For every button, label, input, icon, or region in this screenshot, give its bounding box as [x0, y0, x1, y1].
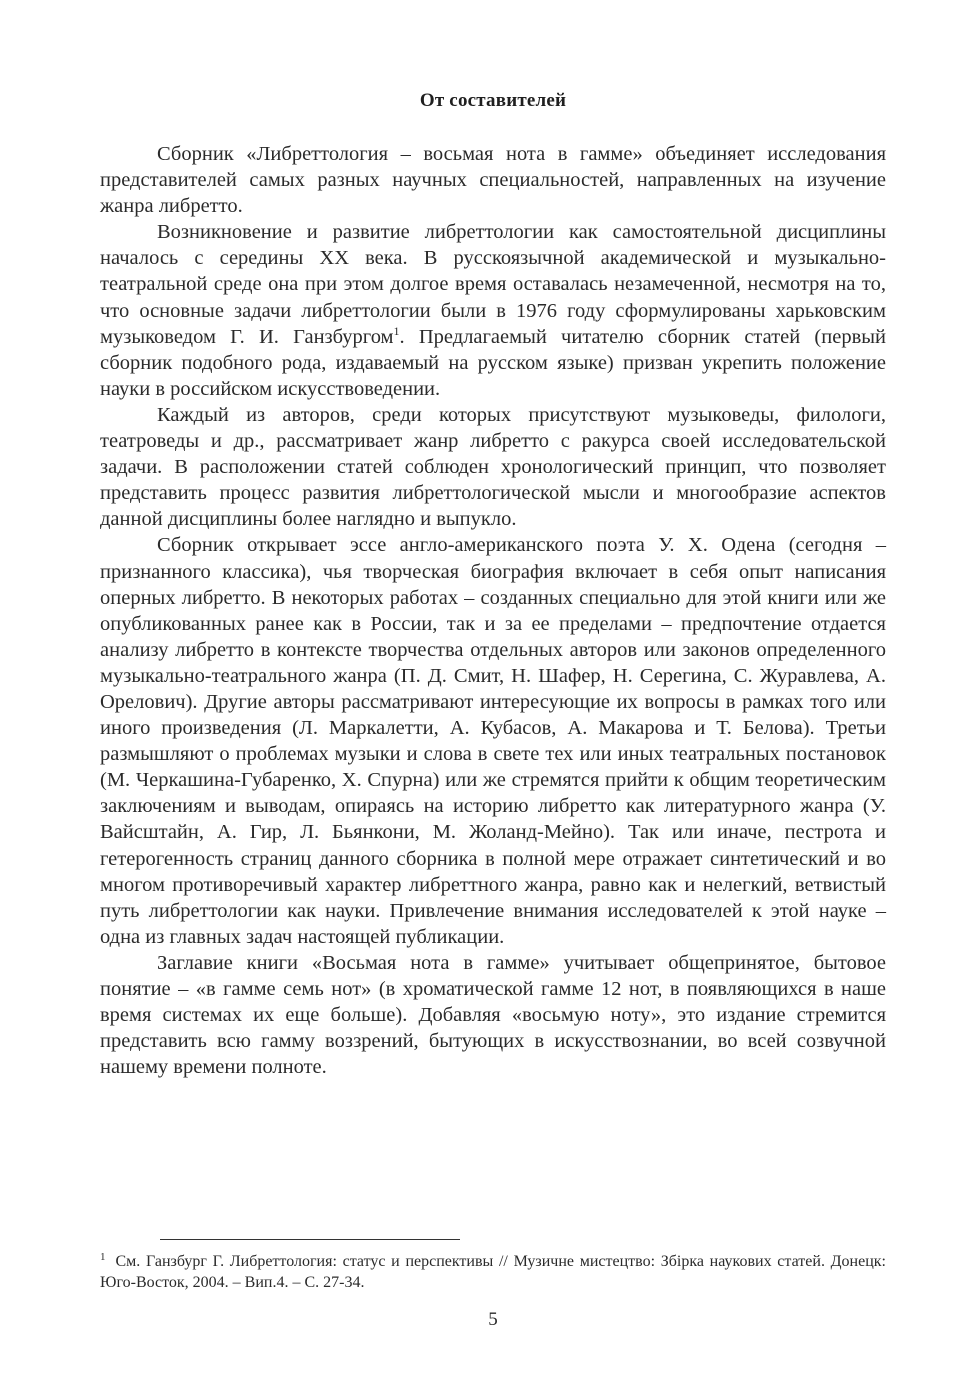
- paragraph-4: Сборник открывает эссе англо-американского поэта У. Х. Одена (сегодня – признанного классика), чья творческая биография включает в себя опыт написания оперных либретто. В некоторых работах – созданных специально для этой книги или же опубликованных ранее как в России, так и за ее пределами – предпочтение отдается анализу либретто в контексте творчества отдельных авторов или законов определенного музыкально-театрального жанра (П. Д. Смит, Н. Шафер, Н. Серегина, С. Журавлева, А. Орелович). Другие авторы рассматривают интересующие их вопросы в рамках того или иного произведения (Л. Маркалетти, А. Кубасов, А. Макарова и Т. Белова). Третьи размышляют о проблемах музыки и слова в свете тех или иных театральных постановок (М. Черкашина-Губаренко, Х. Спурна) или же стремятся прийти к общим теоретическим заключениям и выводам, опираясь на историю либретто как литературного жанра (У. Вайсштайн, А. Гир, Л. Бьянкони, М. Жоланд-Мейно). Так или иначе, пестрота и гетерогенность страниц данного сборника в полной мере отражает синтетический и во многом противоречивый характер либреттного жанра, равно как и нелегкий, ветвистый путь либреттологии как науки. Привлечение внимания исследователей к этой науке – одна из главных задач настоящей публикации.: [100, 534, 886, 948]
- page-title: От составителей: [419, 90, 567, 111]
- paragraph-5: Заглавие книги «Восьмая нота в гамме» учитывает общепринятое, бытовое понятие – «в гамме семь нот» (в хроматической гамме 12 нот, в появляющихся в наше время системах их еще больше). Добавляя «восьмую ноту», это издание стремится представить всю гамму воззрений, бытующих в искусствознании, во всей созвучной нашему времени полноте.: [100, 951, 886, 1079]
- paragraph-3: Каждый из авторов, среди которых присутствуют музыковеды, филологи, театроведы и др., рассматривает жанр либретто с ракурса своей исследовательской задачи. В расположении статей соблюден хронологический принцип, что позволяет представить процесс развития либреттологической мысли и многообразие аспектов данной дисциплины более наглядно и выпукло.: [100, 403, 886, 531]
- body-text: [100, 141, 886, 1080]
- page-number: 5: [488, 1309, 498, 1330]
- footnote-number: 1: [100, 1250, 106, 1263]
- footnote-reference[interactable]: 1: [393, 323, 400, 338]
- footnote-text: См. Ганзбург Г. Либреттология: статус и перспективы // Музичне мистецтво: Збiрка наукових статей. Донецк: Юго-Восток, 2004. – Вип.4. – С. 27-34.: [100, 1253, 886, 1291]
- paragraph-2-text: Возникновение и развитие либреттологии как самостоятельной дисциплины началось с середины XX века. В русскоязычной академической и музыкально-театральной среде она при этом долгое время оставалась незамеченной, несмотря на то, что основные задачи либреттологии были в 1976 году сформулированы харьковским музыковедом Г. И. Ганзбургом: [100, 221, 886, 348]
- paragraph-2-continued: Предлагаемый читателю сборник статей (первый сборник подобного рода, издаваемый на русском языке) призван укрепить положение науки в российском искусствоведении.: [100, 325, 886, 400]
- paragraph-1: Сборник «Либреттология – восьмая нота в гамме» объединяет исследования представителей самых разных научных специальностей, направленных на изучение жанра либретто.: [100, 143, 886, 218]
- paragraph-2: Возникновение и развитие либреттологии как самостоятельной дисциплины началось с середины XX века. В русскоязычной академической и музыкально-театральной среде она при этом долгое время оставалась незамеченной, несмотря на то, что основные задачи либреттологии были в 1976 году сформулированы харьковским музыковедом Г. И. Ганзбургом$^1$. Предлагаемый читателю сборник статей (первый сборник подобного рода, издаваемый на русском языке) призван укрепить положение науки в российском искусствоведении.: [100, 221, 886, 400]
- document-page: [100, 0, 886, 1388]
- footnote-divider: [160, 1239, 460, 1240]
- footnote: [100, 1251, 886, 1293]
